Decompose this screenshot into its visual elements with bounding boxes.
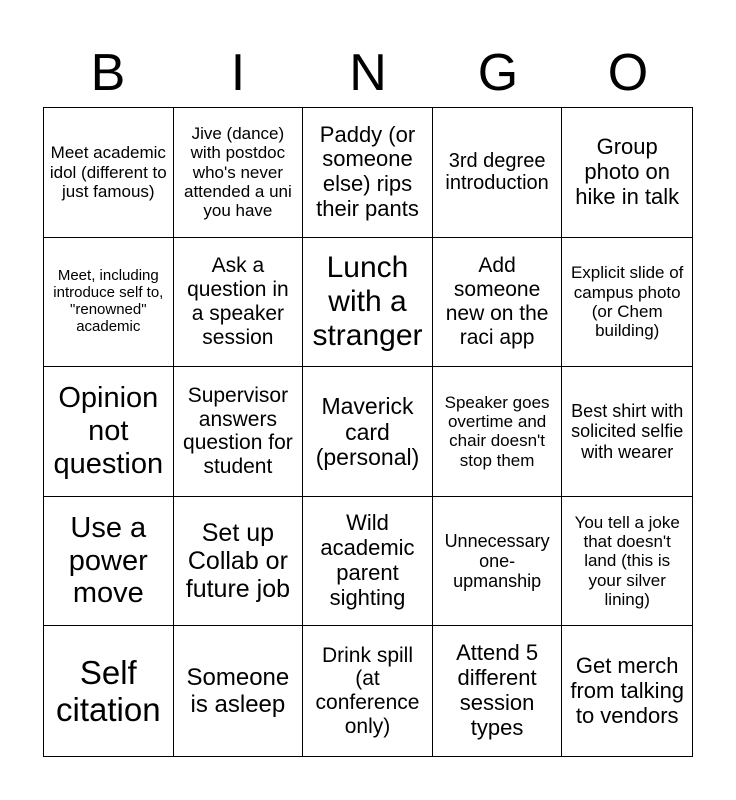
cell-text: Someone is asleep xyxy=(186,664,290,719)
bingo-cell[interactable] xyxy=(303,497,433,627)
cell-text: Lunch with a stranger xyxy=(312,251,423,352)
cell-text: Attend 5 different session types xyxy=(456,640,539,741)
bingo-cell[interactable] xyxy=(303,367,433,497)
bingo-cell[interactable] xyxy=(433,108,563,238)
bingo-cell[interactable] xyxy=(44,497,174,627)
header-letter-i: I xyxy=(230,44,246,102)
header-letter-b: B xyxy=(90,44,126,102)
cell-text: Drink spill (at conference only) xyxy=(315,643,420,738)
cell-text: Set up Collab or future job xyxy=(185,518,291,604)
bingo-cell[interactable] xyxy=(303,626,433,756)
cell-text: Ask a question in a speaker session xyxy=(187,254,289,349)
bingo-cell[interactable] xyxy=(44,367,174,497)
bingo-cell[interactable] xyxy=(44,108,174,238)
bingo-cell[interactable] xyxy=(433,497,563,627)
cell-text: Group photo on hike in talk xyxy=(575,134,680,209)
cell-text: Jive (dance) with postdoc who's never attended a uni you have xyxy=(184,124,292,221)
bingo-grid xyxy=(43,107,693,757)
cell-text: Meet academic idol (different to just famous) xyxy=(49,143,167,201)
cell-text: Speaker goes overtime and chair doesn't stop them xyxy=(444,393,550,470)
header-letter-n: N xyxy=(349,44,387,102)
cell-text: Opinion not question xyxy=(53,382,164,480)
cell-text: Paddy (or someone else) rips their pants xyxy=(316,121,419,222)
cell-text: Wild academic parent sighting xyxy=(320,510,415,610)
bingo-cell[interactable] xyxy=(562,238,692,368)
cell-text: Best shirt with solicited selfie with wearer xyxy=(571,401,684,462)
bingo-header xyxy=(43,38,693,108)
bingo-cell[interactable] xyxy=(44,238,174,368)
bingo-cell[interactable] xyxy=(174,497,304,627)
cell-text: Unnecessary one-upmanship xyxy=(444,530,550,592)
bingo-cell[interactable] xyxy=(174,108,304,238)
header-letter-g: G xyxy=(477,44,519,102)
cell-text: Explicit slide of campus photo (or Chem building) xyxy=(570,263,684,341)
bingo-cell[interactable] xyxy=(562,367,692,497)
bingo-cell[interactable] xyxy=(174,626,304,756)
cell-text: Maverick card (personal) xyxy=(315,392,420,471)
bingo-cell[interactable] xyxy=(433,238,563,368)
bingo-cell[interactable] xyxy=(174,238,304,368)
cell-text: You tell a joke that doesn't land (this is your silver lining) xyxy=(574,513,680,609)
cell-text: Use a power move xyxy=(68,511,148,610)
cell-text: Meet, including introduce self to, "renowned" academic xyxy=(53,267,164,335)
header-letter-o: O xyxy=(607,44,649,102)
cell-text: Self citation xyxy=(56,653,161,729)
bingo-cell[interactable] xyxy=(174,367,304,497)
cell-text: 3rd degree introduction xyxy=(445,149,549,195)
cell-text: Add someone new on the raci app xyxy=(445,254,549,349)
bingo-cell[interactable] xyxy=(44,626,174,756)
bingo-cell[interactable] xyxy=(562,497,692,627)
bingo-cell[interactable] xyxy=(433,367,563,497)
cell-text: Supervisor answers question for student xyxy=(183,384,293,479)
bingo-cell[interactable] xyxy=(303,108,433,238)
bingo-cell[interactable] xyxy=(303,238,433,368)
cell-text: Get merch from talking to vendors xyxy=(570,652,685,728)
bingo-cell[interactable] xyxy=(433,626,563,756)
bingo-cell[interactable] xyxy=(562,108,692,238)
bingo-cell[interactable] xyxy=(562,626,692,756)
